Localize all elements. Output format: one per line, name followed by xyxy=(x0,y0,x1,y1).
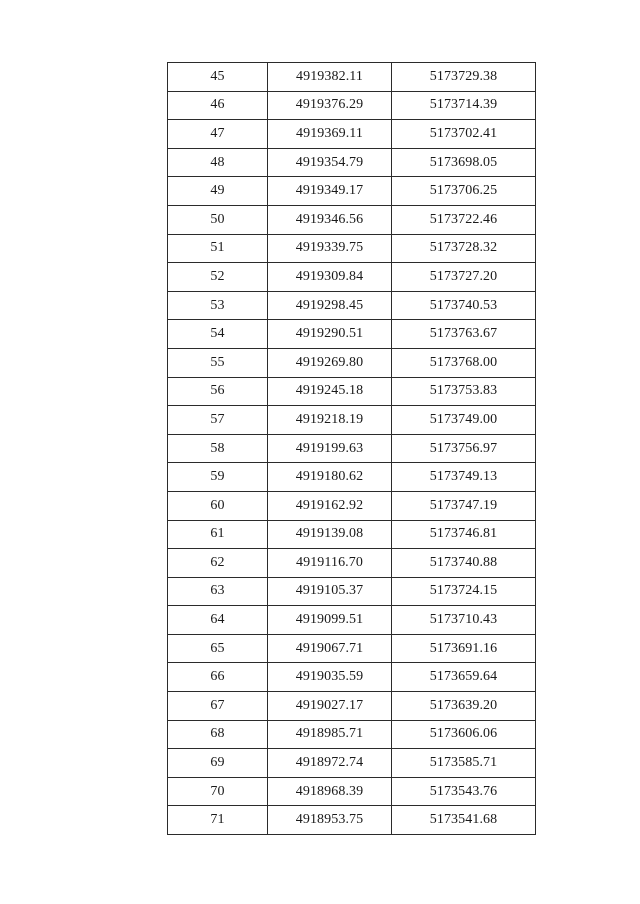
x-coordinate-cell: 4919290.51 xyxy=(268,320,392,349)
y-coordinate-cell: 5173763.67 xyxy=(392,320,536,349)
y-coordinate-cell: 5173756.97 xyxy=(392,434,536,463)
y-coordinate-cell: 5173714.39 xyxy=(392,91,536,120)
point-number-cell: 51 xyxy=(168,234,268,263)
x-coordinate-cell: 4919035.59 xyxy=(268,663,392,692)
x-coordinate-cell: 4918953.75 xyxy=(268,806,392,835)
y-coordinate-cell: 5173702.41 xyxy=(392,120,536,149)
point-number-cell: 52 xyxy=(168,263,268,292)
point-number-cell: 53 xyxy=(168,291,268,320)
point-number-cell: 46 xyxy=(168,91,268,120)
point-number-cell: 60 xyxy=(168,491,268,520)
point-number-cell: 49 xyxy=(168,177,268,206)
x-coordinate-cell: 4919067.71 xyxy=(268,634,392,663)
table-row xyxy=(168,263,536,292)
point-number-cell: 45 xyxy=(168,63,268,92)
point-number-cell: 61 xyxy=(168,520,268,549)
table-row xyxy=(168,606,536,635)
x-coordinate-cell: 4919349.17 xyxy=(268,177,392,206)
x-coordinate-cell: 4919027.17 xyxy=(268,692,392,721)
x-coordinate-cell: 4919269.80 xyxy=(268,348,392,377)
table-row xyxy=(168,177,536,206)
x-coordinate-cell: 4919116.70 xyxy=(268,549,392,578)
point-number-cell: 58 xyxy=(168,434,268,463)
table-row xyxy=(168,63,536,92)
table-row xyxy=(168,692,536,721)
point-number-cell: 70 xyxy=(168,777,268,806)
y-coordinate-cell: 5173749.00 xyxy=(392,406,536,435)
y-coordinate-cell: 5173768.00 xyxy=(392,348,536,377)
point-number-cell: 50 xyxy=(168,205,268,234)
y-coordinate-cell: 5173585.71 xyxy=(392,749,536,778)
x-coordinate-cell: 4919298.45 xyxy=(268,291,392,320)
y-coordinate-cell: 5173740.53 xyxy=(392,291,536,320)
x-coordinate-cell: 4919369.11 xyxy=(268,120,392,149)
x-coordinate-cell: 4919139.08 xyxy=(268,520,392,549)
x-coordinate-cell: 4919180.62 xyxy=(268,463,392,492)
y-coordinate-cell: 5173706.25 xyxy=(392,177,536,206)
point-number-cell: 66 xyxy=(168,663,268,692)
x-coordinate-cell: 4918972.74 xyxy=(268,749,392,778)
x-coordinate-cell: 4919376.29 xyxy=(268,91,392,120)
point-number-cell: 63 xyxy=(168,577,268,606)
y-coordinate-cell: 5173541.68 xyxy=(392,806,536,835)
table-row xyxy=(168,120,536,149)
coordinates-table-body xyxy=(168,63,536,835)
point-number-cell: 69 xyxy=(168,749,268,778)
point-number-cell: 56 xyxy=(168,377,268,406)
y-coordinate-cell: 5173698.05 xyxy=(392,148,536,177)
x-coordinate-cell: 4919346.56 xyxy=(268,205,392,234)
x-coordinate-cell: 4919382.11 xyxy=(268,63,392,92)
y-coordinate-cell: 5173724.15 xyxy=(392,577,536,606)
y-coordinate-cell: 5173749.13 xyxy=(392,463,536,492)
table-row xyxy=(168,234,536,263)
table-row xyxy=(168,291,536,320)
table-row xyxy=(168,663,536,692)
y-coordinate-cell: 5173659.64 xyxy=(392,663,536,692)
y-coordinate-cell: 5173746.81 xyxy=(392,520,536,549)
table-row xyxy=(168,320,536,349)
y-coordinate-cell: 5173740.88 xyxy=(392,549,536,578)
table-row xyxy=(168,463,536,492)
x-coordinate-cell: 4918968.39 xyxy=(268,777,392,806)
point-number-cell: 54 xyxy=(168,320,268,349)
coordinates-table xyxy=(167,62,536,835)
point-number-cell: 64 xyxy=(168,606,268,635)
y-coordinate-cell: 5173691.16 xyxy=(392,634,536,663)
table-row xyxy=(168,577,536,606)
table-row xyxy=(168,520,536,549)
y-coordinate-cell: 5173710.43 xyxy=(392,606,536,635)
x-coordinate-cell: 4918985.71 xyxy=(268,720,392,749)
x-coordinate-cell: 4919245.18 xyxy=(268,377,392,406)
x-coordinate-cell: 4919105.37 xyxy=(268,577,392,606)
table-row xyxy=(168,806,536,835)
y-coordinate-cell: 5173728.32 xyxy=(392,234,536,263)
x-coordinate-cell: 4919339.75 xyxy=(268,234,392,263)
point-number-cell: 57 xyxy=(168,406,268,435)
table-row xyxy=(168,634,536,663)
y-coordinate-cell: 5173543.76 xyxy=(392,777,536,806)
point-number-cell: 62 xyxy=(168,549,268,578)
table-row xyxy=(168,406,536,435)
table-row xyxy=(168,491,536,520)
y-coordinate-cell: 5173727.20 xyxy=(392,263,536,292)
x-coordinate-cell: 4919354.79 xyxy=(268,148,392,177)
table-row xyxy=(168,777,536,806)
point-number-cell: 48 xyxy=(168,148,268,177)
table-row xyxy=(168,148,536,177)
y-coordinate-cell: 5173747.19 xyxy=(392,491,536,520)
table-row xyxy=(168,91,536,120)
x-coordinate-cell: 4919218.19 xyxy=(268,406,392,435)
y-coordinate-cell: 5173729.38 xyxy=(392,63,536,92)
point-number-cell: 67 xyxy=(168,692,268,721)
x-coordinate-cell: 4919309.84 xyxy=(268,263,392,292)
table-row xyxy=(168,549,536,578)
y-coordinate-cell: 5173753.83 xyxy=(392,377,536,406)
table-row xyxy=(168,377,536,406)
x-coordinate-cell: 4919199.63 xyxy=(268,434,392,463)
point-number-cell: 65 xyxy=(168,634,268,663)
point-number-cell: 71 xyxy=(168,806,268,835)
x-coordinate-cell: 4919162.92 xyxy=(268,491,392,520)
table-row xyxy=(168,348,536,377)
table-row xyxy=(168,749,536,778)
point-number-cell: 68 xyxy=(168,720,268,749)
x-coordinate-cell: 4919099.51 xyxy=(268,606,392,635)
point-number-cell: 55 xyxy=(168,348,268,377)
y-coordinate-cell: 5173722.46 xyxy=(392,205,536,234)
point-number-cell: 47 xyxy=(168,120,268,149)
y-coordinate-cell: 5173639.20 xyxy=(392,692,536,721)
y-coordinate-cell: 5173606.06 xyxy=(392,720,536,749)
point-number-cell: 59 xyxy=(168,463,268,492)
table-row xyxy=(168,720,536,749)
table-row xyxy=(168,205,536,234)
table-row xyxy=(168,434,536,463)
